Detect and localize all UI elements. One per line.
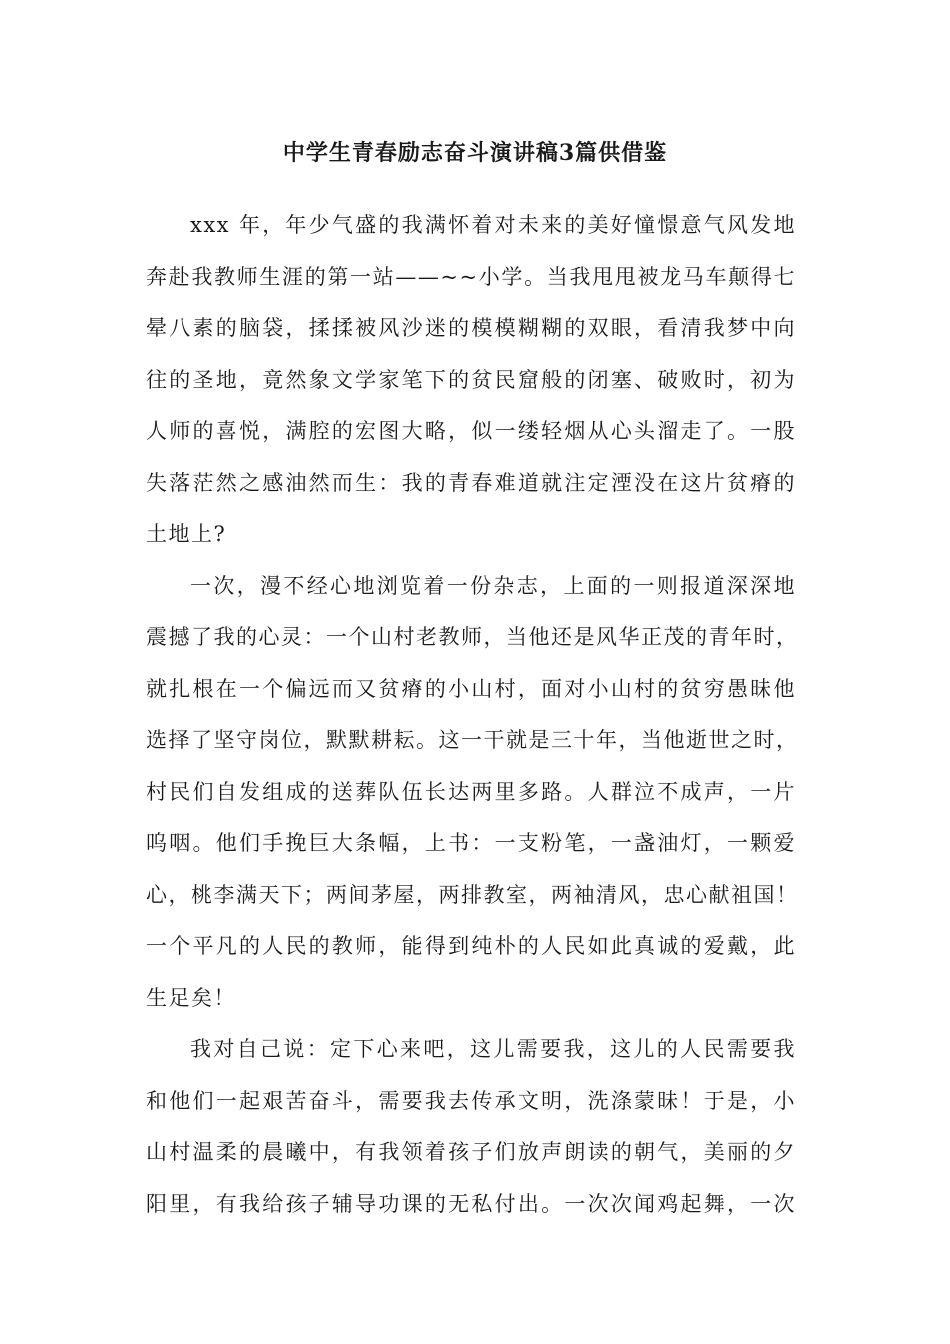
text-line: 呜咽。他们手挽巨大条幅，上书：一支粉笔，一盏油灯，一颗爱 bbox=[146, 831, 796, 855]
text-line: 村民们自发组成的送葬队伍长达两里多路。人群泣不成声，一片 bbox=[146, 779, 796, 804]
text-line: 心，桃李满天下；两间茅屋，两排教室，两袖清风，忠心献祖国！ bbox=[146, 882, 799, 907]
text-line: 就扎根在一个偏远而又贫瘠的小山村，面对小山村的贫穷愚昧他 bbox=[146, 676, 796, 701]
text-line: 生足矣！ bbox=[146, 985, 236, 1010]
text-line: 山村温柔的晨曦中，有我领着孩子们放声朗读的朝气，美丽的夕 bbox=[146, 1140, 796, 1164]
document-body bbox=[146, 206, 799, 1236]
text-line: 我对自己说：定下心来吧，这儿需要我，这儿的人民需要我 bbox=[190, 1037, 796, 1061]
text-line: 土地上? bbox=[146, 522, 227, 546]
text-line: 一个平凡的人民的教师，能得到纯朴的人民如此真诚的爱戴，此 bbox=[146, 934, 796, 958]
text-line: 人师的喜悦，满腔的宏图大略，似一缕轻烟从心头溜走了。一股 bbox=[146, 419, 796, 443]
text-line: 和他们一起艰苦奋斗，需要我去传承文明，洗涤蒙昧！于是，小 bbox=[146, 1088, 796, 1113]
text-line: xxx 年，年少气盛的我满怀着对未来的美好憧憬意气风发地 bbox=[190, 213, 796, 237]
text-line: 选择了坚守岗位，默默耕耘。这一干就是三十年，当他逝世之时， bbox=[146, 728, 799, 752]
text-line: 一次，漫不经心地浏览着一份杂志，上面的一则报道深深地 bbox=[190, 573, 796, 598]
text-line: 阳里，有我给孩子辅导功课的无私付出。一次次闻鸡起舞，一次 bbox=[146, 1191, 796, 1216]
text-line: 奔赴我教师生涯的第一站——~~小学。当我甩甩被龙马车颠得七 bbox=[146, 264, 796, 289]
text-line: 失落茫然之感油然而生：我的青春难道就注定湮没在这片贫瘠的 bbox=[146, 470, 796, 495]
document-title: 中学生青春励志奋斗演讲稿3篇供借鉴 bbox=[282, 140, 668, 166]
text-line: 震撼了我的心灵：一个山村老教师，当他还是风华正茂的青年时， bbox=[146, 625, 799, 649]
text-line: 往的圣地，竟然象文学家笔下的贫民窟般的闭塞、破败时，初为 bbox=[146, 367, 796, 392]
text-line: 晕八素的脑袋，揉揉被风沙迷的模模糊糊的双眼，看清我梦中向 bbox=[146, 316, 796, 340]
